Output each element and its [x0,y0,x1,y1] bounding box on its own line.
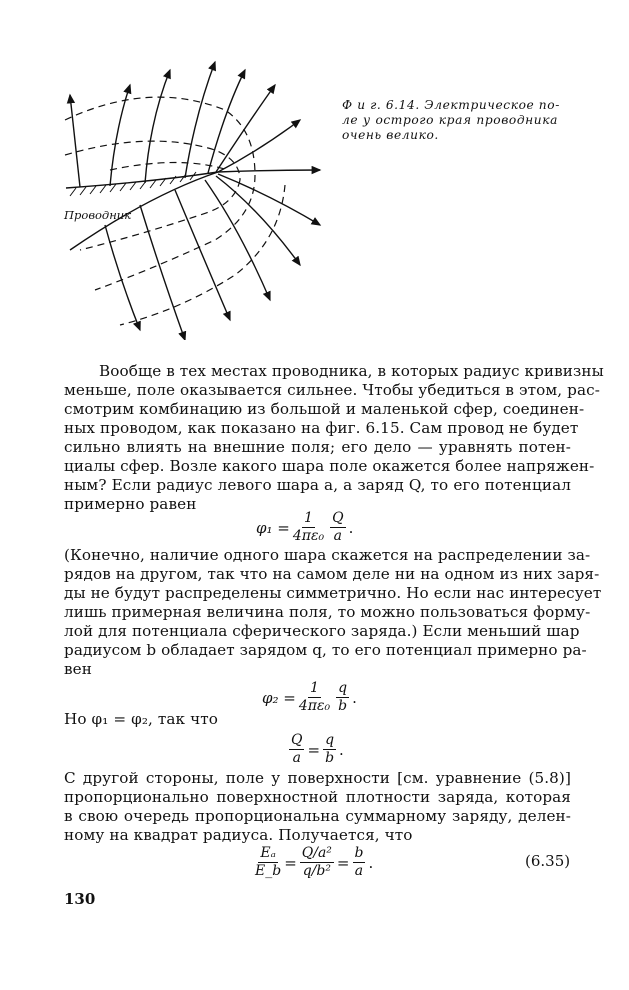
text-line: примерно равен [64,495,197,513]
eq-den: a [292,750,301,766]
text-line: меньше, поле оказывается сильнее. Чтобы убедиться в этом, рас- [64,381,600,399]
text-line: лой для потенциала сферического заряда.) Если меньший шар [64,622,580,640]
conductor-label: Проводник [64,208,132,222]
text-line: ным? Если радиус левого шара a, а заряд Q, то его потенциал [64,476,571,494]
text-line: С другой стороны, поле у поверхности [см. уравнение (5.8)] [64,769,571,787]
eq-end: . [352,688,357,707]
page-number: 130 [64,890,96,908]
caption-line: ле у острого края проводника [342,113,558,127]
eq-num: q [338,680,348,696]
text-line: ды не будут распределены симметрично. Но если нас интересует [64,584,602,602]
conductor-hatching [70,172,196,196]
eq-lhs: φ₂ = [262,688,296,707]
caption-line: очень велико. [342,128,439,142]
fraction [293,510,324,545]
eq-num: q [325,732,335,748]
eq-num: b [354,845,364,861]
eq-den: 4πε₀ [292,528,325,544]
eq-sign: = [284,853,297,872]
eq-num: Q [291,732,303,748]
eq-num: Eₐ [260,845,276,861]
eq-num: 1 [304,510,313,526]
eq-den: q/b² [302,863,331,879]
fraction [323,732,336,767]
fraction [300,845,334,880]
equation-phi1 [256,510,353,545]
text-line: лишь примерная величина поля, то можно пользоваться форму- [64,603,591,621]
eq-den: 4πε₀ [298,698,331,714]
text-line: в свою очередь пропорциональна суммарному заряду, делен- [64,807,571,825]
figure-caption [342,98,558,143]
eq-sign: = [307,740,321,759]
equation-6-35 [252,845,373,880]
text-line: Но φ₁ = φ₂, так что [64,710,218,728]
text-line: пропорционально поверхностной плотности заряда, которая [64,788,571,806]
eq-end: . [339,740,344,759]
eq-num: Q/a² [301,845,332,861]
text-line: (Конечно, наличие одного шара скажется на распределении за- [64,546,591,564]
fraction [353,845,366,880]
caption-line: Ф и г. 6.14. Электрическое по- [342,98,560,112]
fraction [255,845,281,880]
eq-end: . [348,518,354,537]
equation-number: (6.35) [525,852,571,870]
field-lines-figure [0,0,629,340]
eq-sign: = [336,853,350,872]
eq-end: . [368,853,374,872]
text-line: смотрим комбинацию из большой и маленькой сфер, соединен- [64,400,585,418]
eq-lhs: φ₁ = [256,518,290,537]
text-line: вен [64,660,92,678]
fraction [289,732,304,767]
eq-den: b [338,698,348,714]
text-line: ному на квадрат радиуса. Получается, что [64,826,413,844]
eq-num: Q [332,510,344,526]
eq-den: a [333,528,343,544]
text-line: циалы сфер. Возле какого шара поле окажется более напряжен- [64,457,595,475]
text-line: Вообще в тех местах проводника, в которых радиус кривизны [99,362,604,380]
text-line: ных проводом, как показано на фиг. 6.15. Сам провод не будет [64,419,579,437]
fraction [330,510,345,545]
text-line: рядов на другом, так что на самом деле ни на одном из них заря- [64,565,600,583]
eq-den: b [325,750,335,766]
text-line: сильно влиять на внешние поля; его дело — уравнять потен- [64,438,571,456]
equation-ratio [286,732,344,767]
eq-num: 1 [310,680,319,696]
eq-den: E_b [255,863,282,879]
eq-den: a [354,863,364,879]
text-line: радиусом b обладает зарядом q, то его потенциал примерно ра- [64,641,587,659]
